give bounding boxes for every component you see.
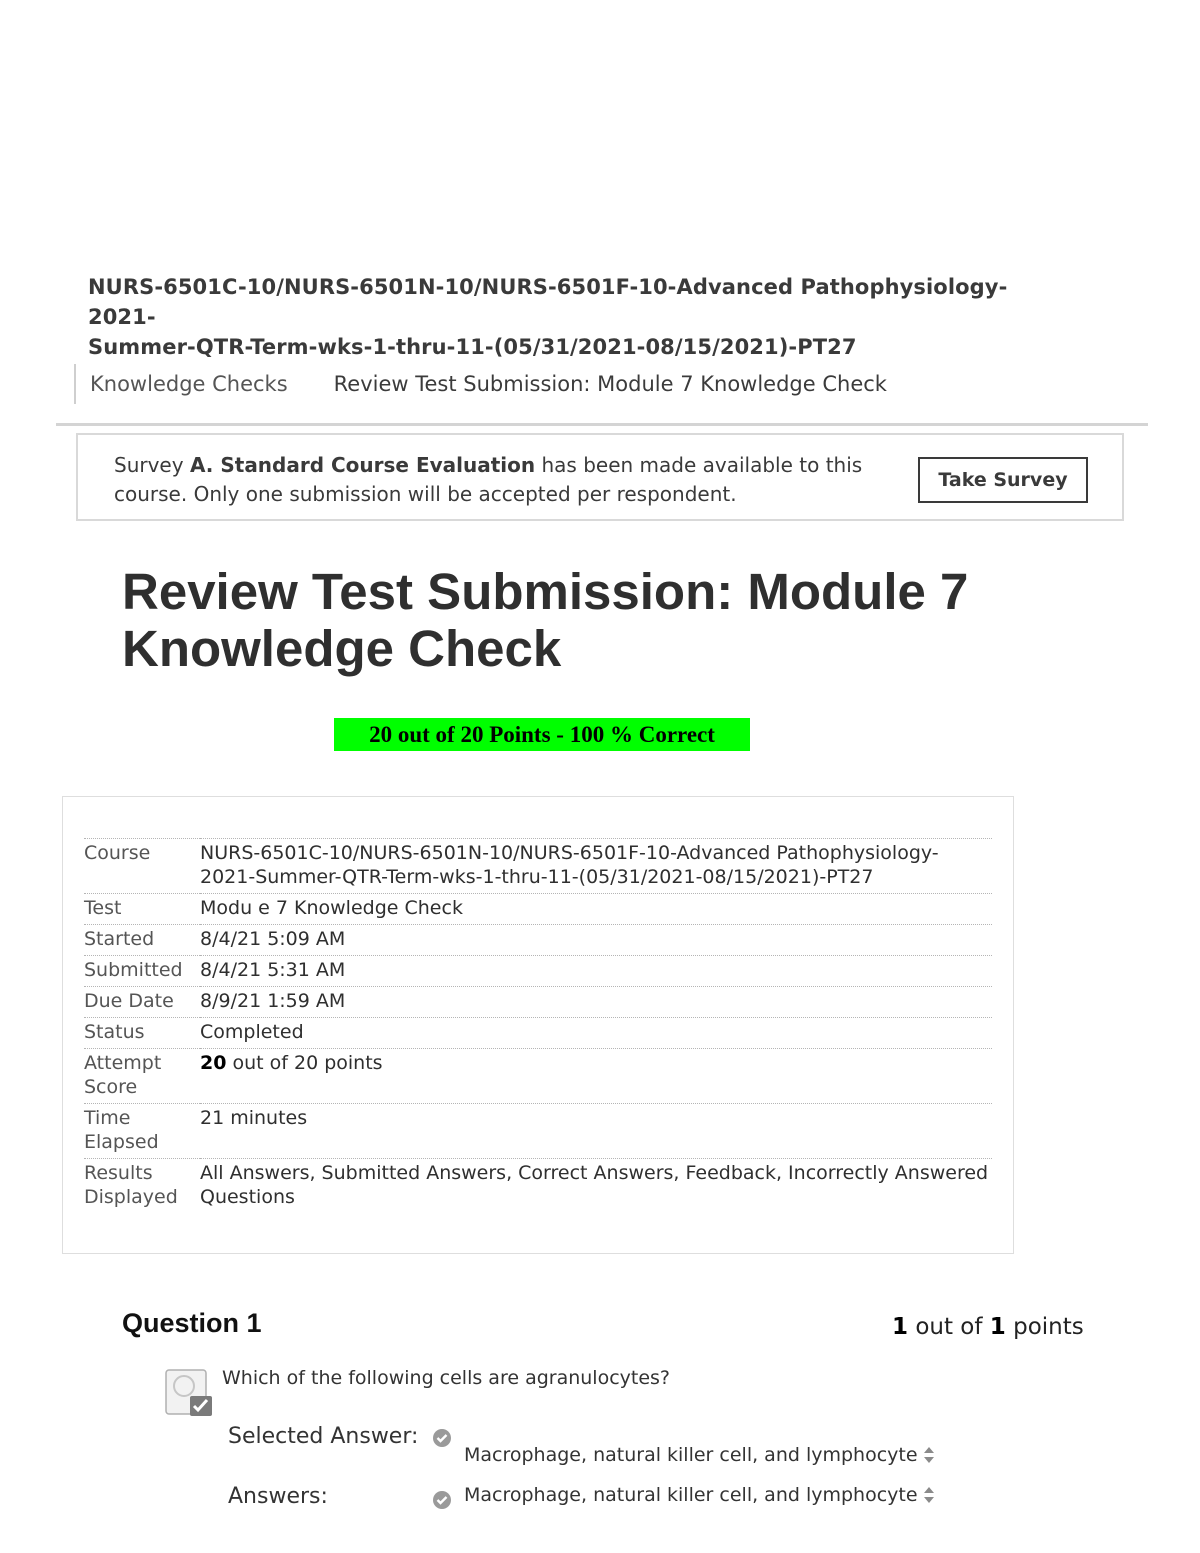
sort-arrows-icon — [922, 1486, 936, 1504]
status-label: Status — [84, 1021, 145, 1043]
time-elapsed-value: 21 minutes — [200, 1107, 308, 1129]
answers-label: Answers: — [228, 1484, 328, 1509]
points-total: 1 — [989, 1314, 1006, 1340]
question-correct-icon — [164, 1368, 214, 1418]
score-banner: 20 out of 20 Points - 100 % Correct — [334, 718, 750, 751]
details-row-started — [84, 925, 992, 956]
breadcrumb-current-page: Review Test Submission: Module 7 Knowledge Check — [333, 372, 887, 396]
test-label: Test — [84, 897, 122, 919]
details-row-time-elapsed — [84, 1104, 992, 1159]
breadcrumb — [74, 364, 887, 404]
course-label: Course — [84, 842, 151, 864]
survey-notice — [76, 433, 1124, 521]
survey-prefix: Survey — [114, 453, 190, 477]
due-date-value: 8/9/21 1:59 AM — [200, 990, 346, 1012]
attempt-score-value — [200, 1049, 992, 1104]
time-elapsed-label: Time Elapsed — [84, 1107, 159, 1153]
take-survey-button[interactable]: Take Survey — [918, 457, 1088, 503]
submitted-value: 8/4/21 5:31 AM — [200, 959, 346, 981]
selected-answer-text: Macrophage, natural killer cell, and lymphocyte — [464, 1444, 918, 1466]
attempt-score-label: Attempt Score — [84, 1052, 162, 1098]
survey-suffix: has been made available to this course. Only one submission will be accepted per respondent. — [114, 453, 863, 506]
survey-name: A. Standard Course Evaluation — [189, 453, 536, 477]
course-header — [88, 272, 1068, 362]
results-displayed-value: All Answers, Submitted Answers, Correct Answers, Feedback, Incorrectly Answered Questions — [200, 1162, 989, 1208]
header-divider — [56, 423, 1148, 426]
details-row-attempt-score — [84, 1049, 992, 1104]
course-value: NURS-6501C-10/NURS-6501N-10/NURS-6501F-10-Advanced Pathophysiology-2021-Summer-QTR-Term-wks-1-thru-11-(05/31/2021-08/15/2021)-PT27 — [200, 842, 939, 888]
points-mid: out of — [908, 1314, 990, 1340]
course-header-line-2: Summer-QTR-Term-wks-1-thru-11-(05/31/2021-08/15/2021)-PT27 — [88, 335, 857, 359]
test-value: Modu e 7 Knowledge Check — [200, 897, 463, 919]
selected-answer-label: Selected Answer: — [228, 1424, 419, 1449]
correct-answer — [464, 1484, 936, 1506]
check-icon — [432, 1490, 452, 1510]
points-earned: 1 — [892, 1314, 909, 1340]
selected-answer — [464, 1444, 936, 1466]
correct-answer-text: Macrophage, natural killer cell, and lymphocyte — [464, 1484, 918, 1506]
attempt-score-number: 20 — [200, 1052, 227, 1074]
started-label: Started — [84, 928, 155, 950]
survey-message — [114, 451, 894, 509]
course-header-line-1: NURS-6501C-10/NURS-6501N-10/NURS-6501F-10-Advanced Pathophysiology-2021- — [88, 275, 1008, 329]
attempt-score-suffix: out of 20 points — [226, 1052, 383, 1074]
breadcrumb-knowledge-checks[interactable]: Knowledge Checks — [90, 372, 288, 396]
results-displayed-label: Results Displayed — [84, 1162, 178, 1208]
started-value: 8/4/21 5:09 AM — [200, 928, 346, 950]
question-text: Which of the following cells are agranulocytes? — [222, 1367, 671, 1389]
status-value: Completed — [200, 1021, 304, 1043]
details-row-results-displayed — [84, 1159, 992, 1214]
due-date-label: Due Date — [84, 990, 174, 1012]
details-row-due-date — [84, 987, 992, 1018]
page-title: Review Test Submission: Module 7 Knowledge Check — [122, 563, 969, 677]
check-icon — [432, 1428, 452, 1448]
details-row-submitted — [84, 956, 992, 987]
sort-arrows-icon — [922, 1446, 936, 1464]
question-points — [892, 1314, 1084, 1340]
details-row-test — [84, 894, 992, 925]
question-title: Question 1 — [122, 1308, 262, 1338]
submission-details-table — [84, 838, 992, 1213]
submitted-label: Submitted — [84, 959, 183, 981]
details-row-status — [84, 1018, 992, 1049]
details-row-course — [84, 839, 992, 894]
points-suffix: points — [1005, 1314, 1084, 1340]
